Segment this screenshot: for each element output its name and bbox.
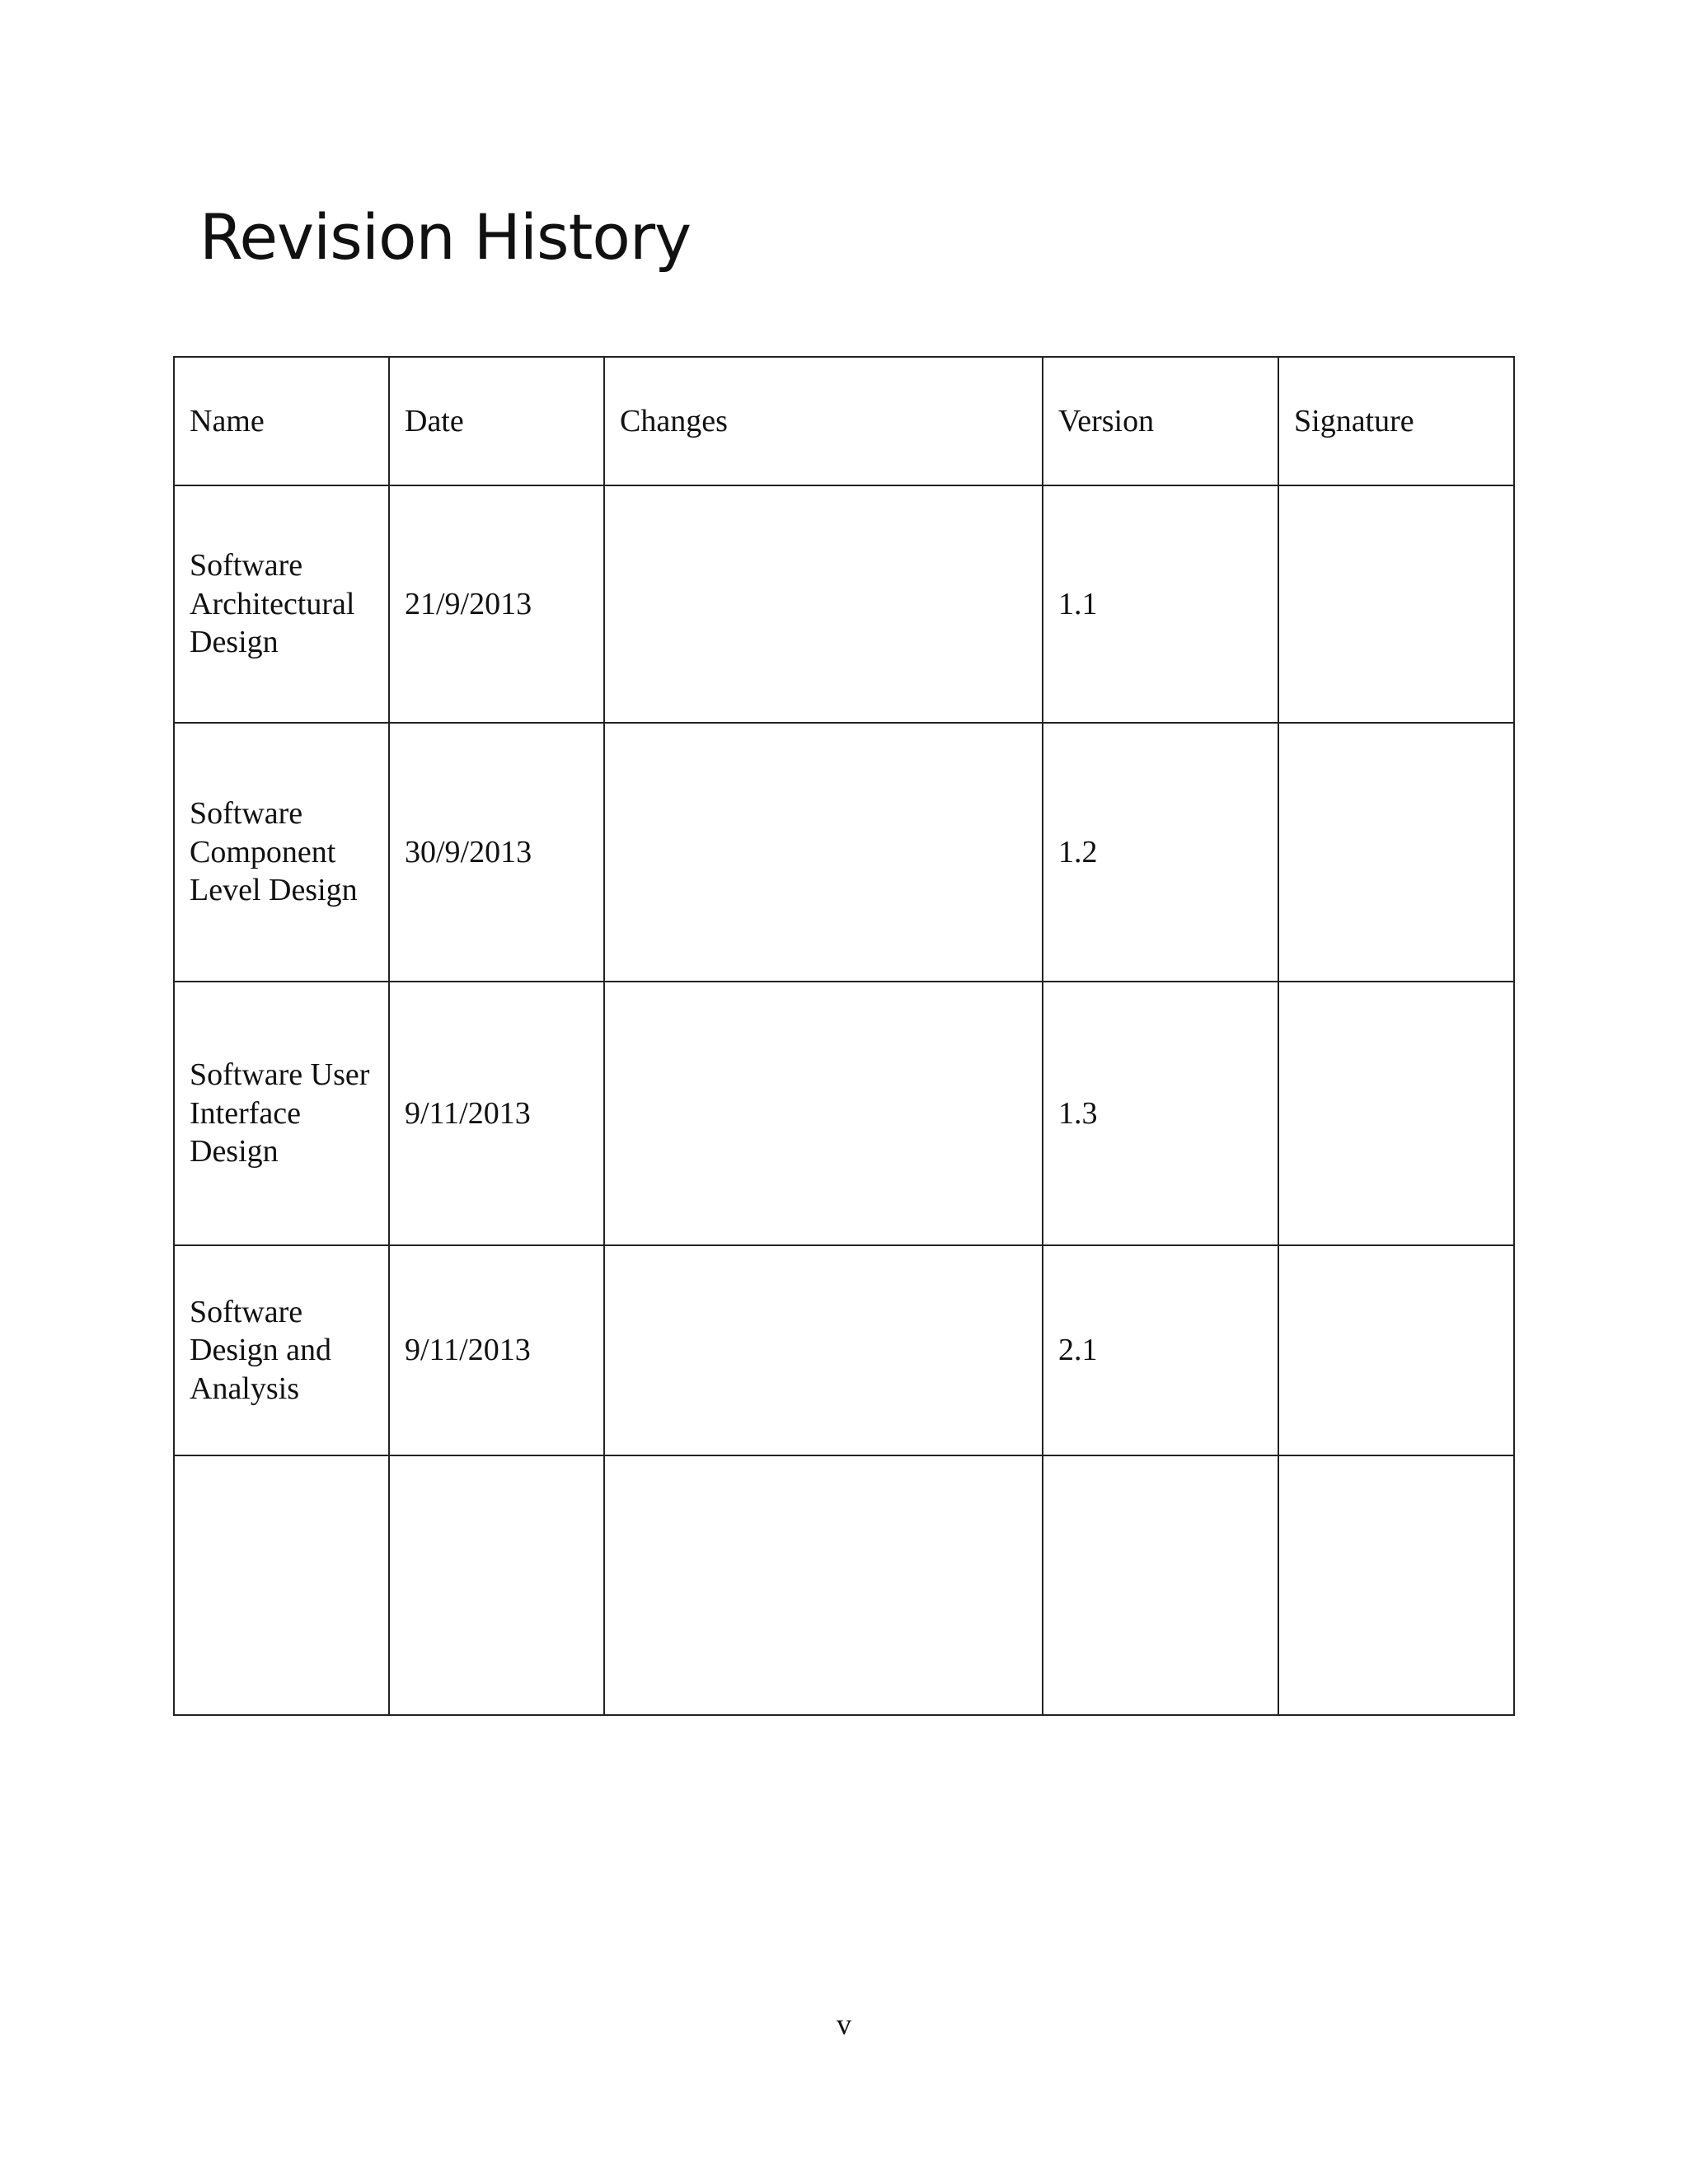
cell-changes — [604, 485, 1043, 723]
cell-signature — [1278, 485, 1514, 723]
cell-signature — [1278, 1245, 1514, 1456]
cell-date: 21/9/2013 — [389, 485, 604, 723]
cell-date: 30/9/2013 — [389, 723, 604, 982]
table-row — [174, 982, 1514, 1245]
revision-history-table — [173, 356, 1515, 1716]
cell-signature — [1278, 982, 1514, 1245]
table-row — [174, 1455, 1514, 1715]
header-changes: Changes — [604, 357, 1043, 485]
cell-name: Software Component Level Design — [174, 723, 389, 982]
cell-date: 9/11/2013 — [389, 1245, 604, 1456]
cell-date — [389, 1455, 604, 1715]
cell-version: 1.3 — [1043, 982, 1278, 1245]
cell-signature — [1278, 1455, 1514, 1715]
cell-signature — [1278, 723, 1514, 982]
cell-version: 1.2 — [1043, 723, 1278, 982]
table-header-row — [174, 357, 1514, 485]
cell-name — [174, 1455, 389, 1715]
page-title: Revision History — [199, 200, 692, 274]
header-version: Version — [1043, 357, 1278, 485]
cell-date: 9/11/2013 — [389, 982, 604, 1245]
table-row — [174, 485, 1514, 723]
cell-version — [1043, 1455, 1278, 1715]
cell-version: 2.1 — [1043, 1245, 1278, 1456]
table-row — [174, 1245, 1514, 1456]
cell-changes — [604, 1455, 1043, 1715]
cell-name: Software User Interface Design — [174, 982, 389, 1245]
page-number: v — [837, 2008, 851, 2041]
header-date: Date — [389, 357, 604, 485]
cell-version: 1.1 — [1043, 485, 1278, 723]
header-signature: Signature — [1278, 357, 1514, 485]
cell-changes — [604, 1245, 1043, 1456]
cell-name: Software Design and Analysis — [174, 1245, 389, 1456]
header-name: Name — [174, 357, 389, 485]
cell-name: Software Architectural Design — [174, 485, 389, 723]
cell-changes — [604, 982, 1043, 1245]
table-row — [174, 723, 1514, 982]
cell-changes — [604, 723, 1043, 982]
